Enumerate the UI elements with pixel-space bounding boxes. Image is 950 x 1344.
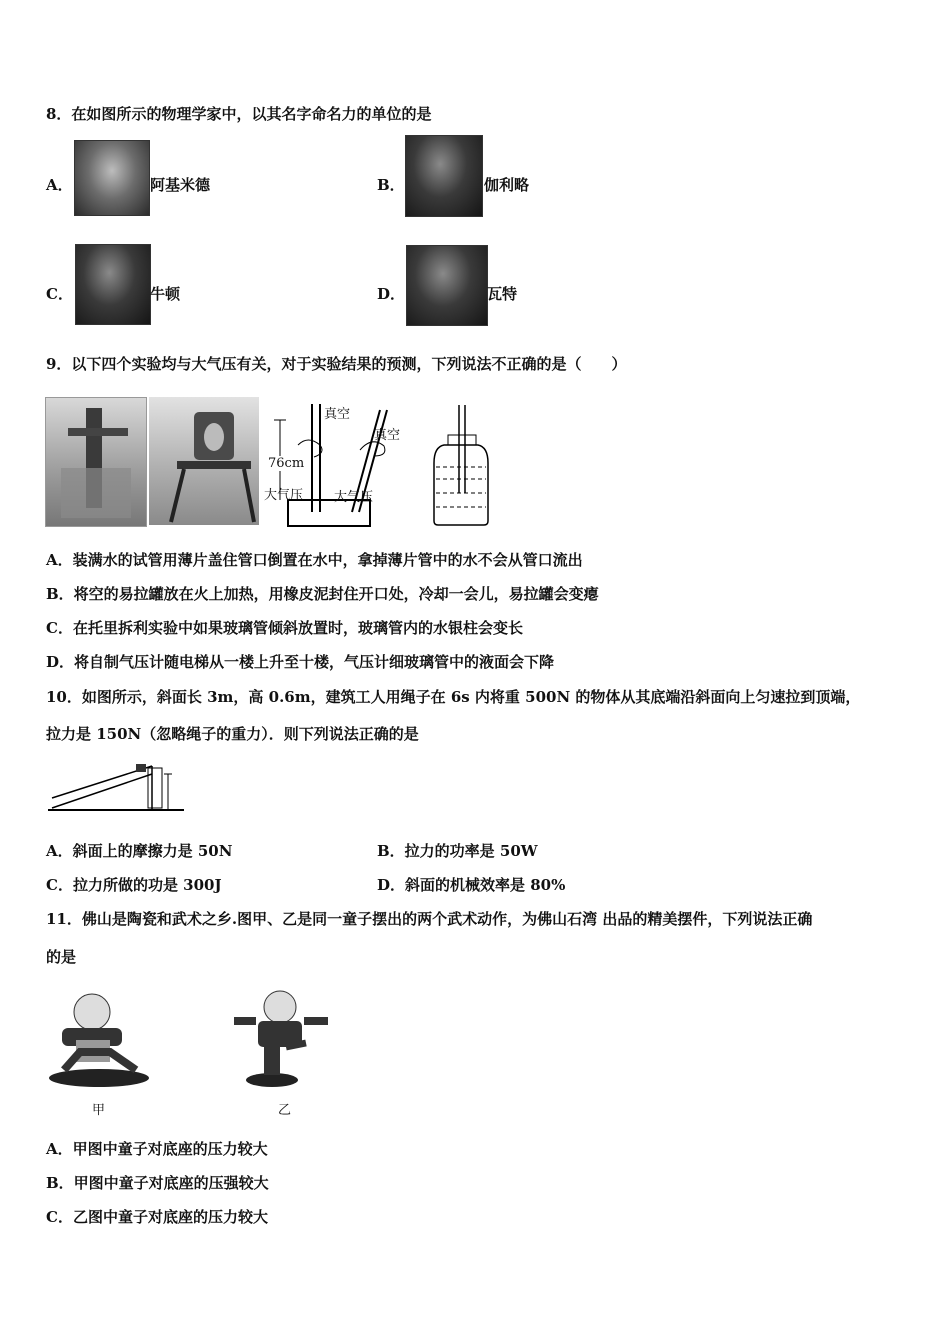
q8-option-d-letter: D． [377, 285, 406, 303]
q8-option-d-name: 瓦特 [487, 285, 518, 303]
incline-drawing [46, 760, 186, 816]
figurine-jia-drawing [44, 990, 154, 1090]
height-76cm-label: 76cm [268, 456, 305, 471]
can-heating-drawing [149, 397, 259, 525]
q10-option-a: A．斜面上的摩擦力是 50N [46, 842, 233, 860]
q8-option-a-name: 阿基米德 [150, 176, 211, 194]
atm-label-2: 大气压 [334, 490, 374, 505]
q8-stem: 8．在如图所示的物理学家中，以其名字命名力的单位的是 [46, 105, 432, 123]
archimedes-portrait [74, 140, 150, 216]
barometer-drawing [430, 403, 492, 527]
q8-option-b-letter: B． [377, 176, 405, 194]
vacuum-label-1: 真空 [324, 407, 351, 422]
caption-jia: 甲 [92, 1103, 106, 1118]
test-tube-drawing [46, 398, 146, 526]
q10-option-b: B．拉力的功率是 50W [377, 842, 538, 860]
q11-stem-line2: 的是 [46, 948, 77, 966]
torricelli-diagram [262, 400, 404, 528]
q8-option-a-letter: A． [46, 176, 73, 194]
figurine-yi-drawing [228, 985, 332, 1090]
q10-stem-line1: 10．如图所示，斜面长 3m，高 0.6m，建筑工人用绳子在 6s 内将重 500N 的物体从其底端沿斜面向上匀速拉到顶端， [46, 688, 861, 706]
q10-stem-line2: 拉力是 150N（忽略绳子的重力）．则下列说法正确的是 [46, 725, 419, 743]
q10-option-d: D．斜面的机械效率是 80% [377, 876, 566, 894]
figurine-jia [44, 990, 154, 1090]
q9-option-b: B．将空的易拉罐放在火上加热，用橡皮泥封住开口处，冷却一会儿，易拉罐会变瘪 [46, 585, 599, 603]
galileo-portrait [405, 135, 483, 217]
q11-stem-line1: 11．佛山是陶瓷和武术之乡.图甲、乙是同一童子摆出的两个武术动作，为佛山石湾 出品的精美摆件，下列说法正确 [46, 910, 813, 928]
barometer-diagram [430, 403, 492, 527]
q11-option-a: A．甲图中童子对底座的压力较大 [46, 1140, 268, 1158]
q9-stem: 9．以下四个实验均与大气压有关，对于实验结果的预测，下列说法不正确的是（ ） [46, 355, 627, 373]
newton-portrait [75, 244, 151, 325]
test-tube-photo [45, 397, 147, 527]
watt-portrait [406, 245, 488, 326]
incline-diagram [46, 760, 186, 816]
can-heating-photo [149, 397, 259, 525]
vacuum-label-2: 真空 [374, 428, 401, 443]
q8-option-c-name: 牛顿 [150, 285, 181, 303]
q8-option-c-letter: C． [46, 285, 73, 303]
q10-option-c: C．拉力所做的功是 300J [46, 876, 222, 894]
q9-option-a: A．装满水的试管用薄片盖住管口倒置在水中，拿掉薄片管中的水不会从管口流出 [46, 551, 583, 569]
q11-option-b: B．甲图中童子对底座的压强较大 [46, 1174, 269, 1192]
q9-option-c: C．在托里拆利实验中如果玻璃管倾斜放置时，玻璃管内的水银柱会变长 [46, 619, 523, 637]
atm-label-1: 大气压 [264, 488, 304, 503]
caption-yi: 乙 [278, 1103, 292, 1118]
q11-option-c: C．乙图中童子对底座的压力较大 [46, 1208, 268, 1226]
q8-option-b-name: 伽利略 [484, 176, 530, 194]
q9-option-d: D．将自制气压计随电梯从一楼上升至十楼，气压计细玻璃管中的液面会下降 [46, 653, 555, 671]
figurine-yi [228, 985, 332, 1090]
